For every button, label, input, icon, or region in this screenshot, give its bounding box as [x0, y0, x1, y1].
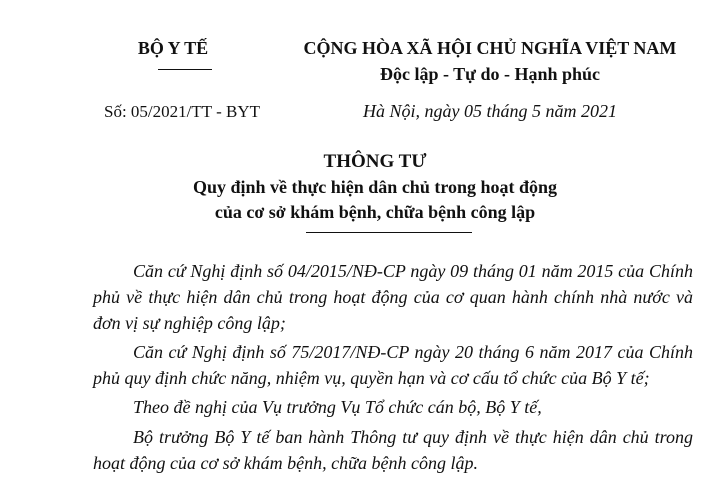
proposal-paragraph: Theo đề nghị của Vụ trưởng Vụ Tổ chức cán bộ, Bộ Y tế, [133, 397, 542, 417]
document-subject-line-2: của cơ sở khám bệnh, chữa bệnh công lập [214, 202, 536, 222]
document-subject-line-1: Quy định về thực hiện dân chủ trong hoạt động [192, 177, 558, 197]
issuance-paragraph: Bộ trưởng Bộ Y tế ban hành Thông tư quy định về thực hiện dân chủ trong hoạt động của cơ sở khám bệnh, chữa bệnh công lập. [93, 427, 693, 473]
legal-basis-paragraph-2: Căn cứ Nghị định số 75/2017/NĐ-CP ngày 20 tháng 6 năm 2017 của Chính phủ quy định chức năng, nhiệm vụ, quyền hạn và cơ cấu tổ chức của Bộ Y tế; [93, 342, 693, 388]
national-title: CỘNG HÒA XÃ HỘI CHỦ NGHĨA VIỆT NAM [303, 38, 677, 58]
subject-underline [306, 232, 472, 233]
place-and-date: Hà Nội, ngày 05 tháng 5 năm 2021 [363, 101, 617, 121]
agency-underline [158, 69, 212, 70]
issuing-agency: BỘ Y TẾ [137, 38, 209, 58]
national-motto: Độc lập - Tự do - Hạnh phúc [379, 64, 601, 84]
document-number: Số: 05/2021/TT - BYT [104, 102, 260, 121]
legal-basis-paragraph-1: Căn cứ Nghị định số 04/2015/NĐ-CP ngày 09 tháng 01 năm 2015 của Chính phủ về thực hiện dân chủ trong hoạt động của cơ quan hành chính nhà nước và đơn vị sự nghiệp công lập; [93, 261, 693, 333]
document-type: THÔNG TƯ [323, 151, 427, 172]
